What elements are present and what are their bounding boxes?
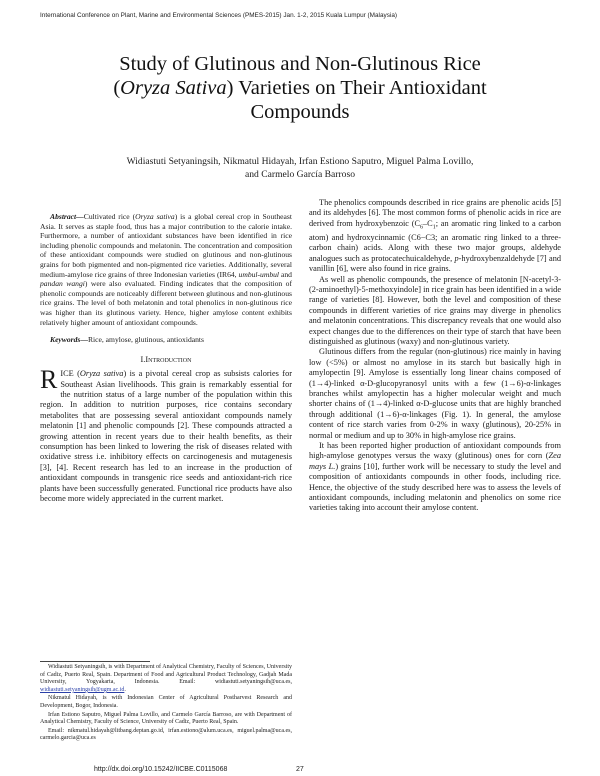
- author-list: Widiastuti Setyaningsih, Nikmatul Hidayah, Irfan Estiono Saputro, Miguel Palma Lovillo, and Carmelo García Barroso: [126, 156, 474, 180]
- body-paragraph: Glutinous differs from the regular (non-glutinous) rice mainly in having low (<5%) or almost no amylose in its starch but basically high in amylopectin [9]. Amylose is essentially long linear chains composed of (1→4)-linked α-D-glucopyranosyl units with a few (1→6)-α-linkages branches whilst amylopectin has a higher molecular weight and much shorter chains of (1→4)-linked α-D-glucose units that are highly branched through additional (1→6)-α-linkages (Fig. 1). In general, the amylose content of rice starch varies from 0-2% in waxy (glutinous), 20-25% in normal or medium and up to 30% in high-amylose rice grains.: [309, 347, 561, 440]
- conference-header: International Conference on Plant, Marine and Environmental Sciences (PMES-2015) Jan. 1-2, 2015 Kuala Lumpur (Malaysia): [40, 12, 398, 19]
- footnote: Nikmatul Hidayah, is with Indonesian Center of Agricultural Postharvest Research and Development, Bogor, Indonesia.: [40, 695, 292, 709]
- footnote: Irfan Estiono Saputro, Miguel Palma Lovillo, and Carmelo García Barroso, are with Department of Analytical Chemistry, Faculty of Science, University of Cadiz, Puerto Real, Spain.: [40, 711, 292, 726]
- title-line-2: (Oryza Sativa) Varieties on Their Antioxidant: [113, 77, 487, 99]
- footnote: Email: nikmatul.hidayah@litbang.deptan.go.id, irfan.estiono@alum.uca.es, miguel.palma@uca.es, carmelo.garcia@uca.es: [40, 727, 292, 742]
- title-line-3: Compounds: [250, 101, 350, 123]
- right-column: [309, 198, 561, 514]
- body-paragraph: As well as phenolic compounds, the presence of melatonin [N-acetyl-3-(2-aminoethyl)-5-methoxyindole] in rice grain has been identified in a wide range of varieties [8]. However, both the level and composition of these compounds in different varieties of rice grains may diverge in phenolics and melatonin concentrations. This discrepancy reveals that one would also expect changes due to the differences on their type of starch that have been distinguished as glutinous (waxy) and non-glutinous variety.: [309, 274, 561, 346]
- left-column: [40, 212, 292, 504]
- drop-cap: R: [40, 365, 58, 395]
- doi-link[interactable]: http://dx.doi.org/10.15242/IICBE.C0115068: [94, 766, 228, 773]
- page-number: 27: [296, 766, 304, 773]
- email-link[interactable]: widiastuti.setyaningsih@ugm.ac.id: [40, 686, 125, 693]
- title-line-1: Study of Glutinous and Non-Glutinous Rice: [119, 53, 481, 75]
- paper-title: [60, 52, 540, 124]
- intro-paragraph: RICE (Oryza sativa) is a pivotal cereal crop as subsists calories for Southeast Asian livelihoods. This grain is remarkably essential for the nutrition status of a large number of the population within this region. In addition to nutrition purposes, rice contains secondary metabolites that are possessing several antioxidant compounds namely melatonin [1] and phenolic compounds [2]. These compounds attracted a growing attention in recent years due to their health benefits, as their consumption has been linked to lowering the risk of diseases related with oxidative stress i.e. inhibitory effects on carcinogenesis and mutagenesis [3], [4]. Recent research has led to an increase in the production of antioxidant compounds in transgenic rice seeds and antioxidant-rich rice plants have been successfully generated. Functional rice products have also become more widely appreciated in the current market.: [40, 365, 292, 503]
- keywords: Keywords—Rice, amylose, glutinous, antioxidants: [50, 335, 204, 345]
- footnote-divider: [40, 661, 150, 662]
- section-heading-introduction: I.Introduction: [140, 354, 192, 364]
- body-paragraph: It has been reported higher production of antioxidant compounds from high-amylose genotypes versus the waxy (glutinous) ones for corn (Zea mays L.) grains [10], further work will be necessary to study the level and composition of antioxidants compounds in other foods, including rice. Hence, the objective of the study described here was to assess the levels of antioxidant compounds, including melatonin and phenolics on some rice varieties taking into account their amylose content.: [309, 441, 561, 513]
- footnote: Widiastuti Setyaningsih, is with Department of Analytical Chemistry, Faculty of Sciences, University of Cadiz, Puerto Real, Spain. Department of Food and Agricultural Product Technology, Gadjah Mada University, Yogyakarta, Indonesia. Email: widiastuti.setyaningsih@uca.es, widiastuti.setyaningsih@ugm.ac.id.: [40, 664, 292, 693]
- body-paragraph: The phenolics compounds described in rice grains are phenolic acids [5] and its aldehydes [6]. The most common forms of phenolic acids in rice are derived from hydroxybenzoic ($C_6-C_1$; an aromatic ring linked to a carbon atom) and hydroxycinnamic (C6−C3; an aromatic ring linked to a three-carbon chain) acids. Along with these two major groups, aldehyde analogues such as protocatechuicaldehyde, p-hydroxybenzaldehyde [7] and vanillin [6], were also found in rice grains.: [309, 198, 562, 274]
- footnotes: [40, 664, 292, 744]
- abstract: Abstract—Cultivated rice (Oryza sativa) is a global cereal crop in Southeast Asia. It serves as staple food, thus has a major contribution to the calorie intake. Furthermore, a number of antioxidant substances have been identified in rice including phenolic compounds and melatonin. The concentration and composition of these antioxidant compounds were studied on glutinous and non-glutinous grains for both pigmented and non-pigmented rice varieties. Additionally, several medium-amylose rice grains of three Indonesian varieties (IR64, umbul-umbul and pandan wangi) were also evaluated. Finding indicates that the composition of phenolic compounds are noticeably different between glutinous and non-glutinous rice grains. The level of both melatonin and total phenolics in non-glutinous rice was higher than its glutinous variety. Hence, higher amylose content exhibits relatively higher amount of antioxidant compounds.: [40, 212, 293, 327]
